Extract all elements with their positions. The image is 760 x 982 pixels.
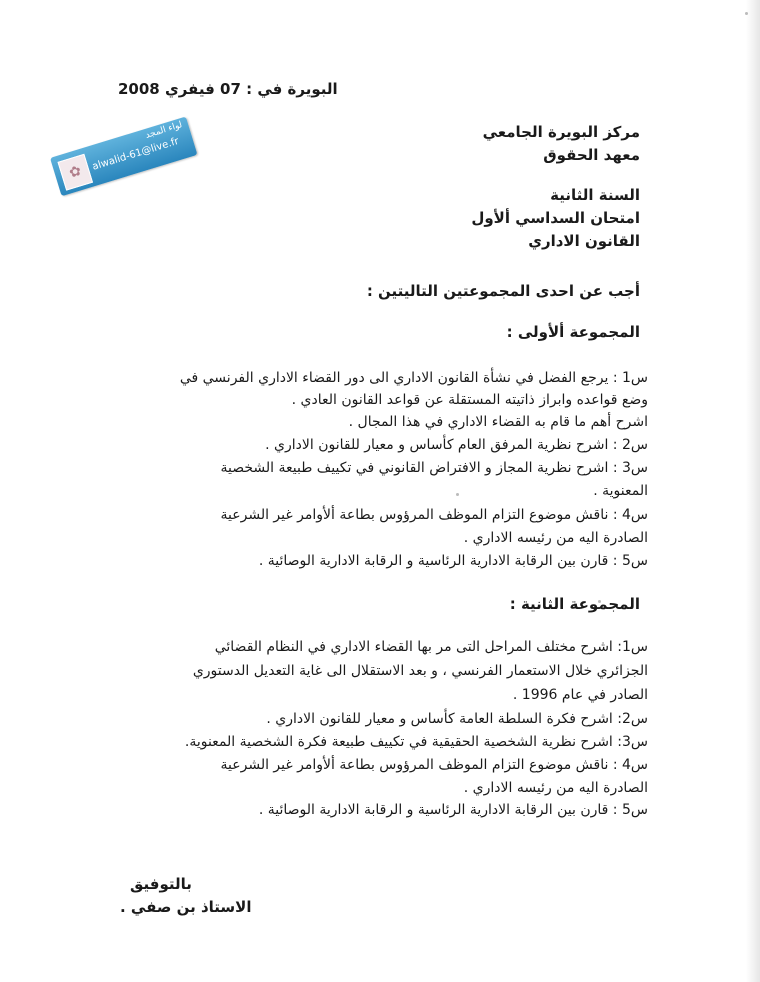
group2-line: س5 : قارن بين الرقابة الادارية الرئاسية و الرقابة الادارية الوصائية . [258,802,648,818]
scan-speck [456,493,459,496]
avatar-icon: ✿ [57,154,93,191]
group1-line: الصادرة اليه من رئيسه الاداري . [463,530,648,546]
institute-name: معهد الحقوق [543,146,640,164]
group1-line: س1 : يرجع الفضل في نشأة القانون الاداري الى دور القضاء الاداري الفرنسي في [179,370,648,386]
signature: الاستاذ بن صفي . [120,898,252,916]
group1-title: المجموعة ألأولى : [506,323,640,341]
group1-line: اشرح أهم ما قام به القضاء الاداري في هذا المجال . [348,414,648,430]
group1-line: س3 : اشرح نظرية المجاز و الافتراض القانوني في تكييف طبيعة الشخصية [220,460,648,476]
sticker-name: لواء المجد [144,120,184,141]
closing-wish: بالتوفيق [130,875,192,893]
scan-edge-shadow [746,0,760,982]
instruction: أجب عن احدى المجموعتين التاليتين : [366,282,640,300]
group1-line: س4 : ناقش موضوع التزام الموظف المرؤوس بطاعة ألأوامر غير الشرعية [220,507,648,523]
group2-line: الصادرة اليه من رئيسه الاداري . [463,780,648,796]
sticker-email: alwalid-61@live.fr [91,135,181,173]
group2-line: س3: اشرح نظرية الشخصية الحقيقية في تكييف طبيعة فكرة الشخصية المعنوية. [184,734,648,750]
group2-line: س1: اشرح مختلف المراحل التى مر بها القضاء الاداري في النظام القضائي [214,639,648,655]
institution-name: مركز البويرة الجامعي [482,123,640,141]
exam-title: امتحان السداسي ألأول [471,209,640,227]
place-date: البويرة في : 07 فيفري 2008 [118,80,338,98]
group1-line: س2 : اشرح نظرية المرفق العام كأساس و معيار للقانون الاداري . [265,437,648,453]
group1-line: وضع قواعده وابراز ذاتيته المستقلة عن قواعد القانون العادي . [291,392,648,408]
group2-line: الصادر في عام 1996 . [512,687,648,703]
group1-line: س5 : قارن بين الرقابة الادارية الرئاسية و الرقابة الادارية الوصائية . [258,553,648,569]
subject-title: القانون الاداري [528,232,640,250]
group1-line: المعنوية . [593,483,648,499]
watermark-sticker [50,116,197,196]
group2-line: س4 : ناقش موضوع التزام الموظف المرؤوس بطاعة ألأوامر غير الشرعية [220,757,648,773]
group2-title: المجموعة الثانية : [509,595,640,613]
study-year: السنة الثانية [550,186,640,204]
group2-line: الجزائري خلال الاستعمار الفرنسي ، و بعد الاستقلال الى غاية التعديل الدستوري [192,663,648,679]
group2-line: س2: اشرح فكرة السلطة العامة كأساس و معيار للقانون الاداري . [266,711,648,727]
scan-speck [745,12,748,15]
